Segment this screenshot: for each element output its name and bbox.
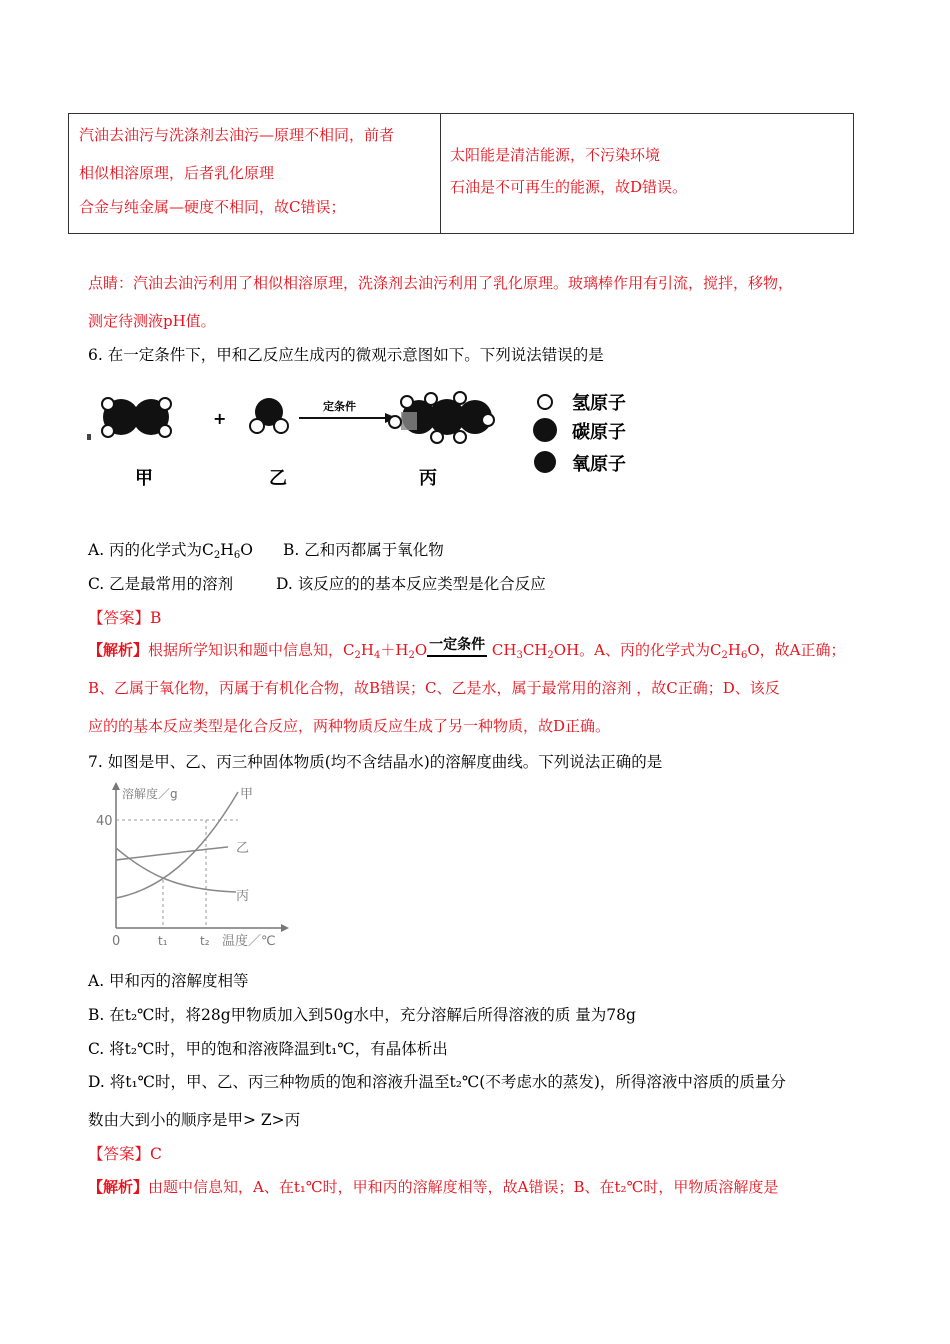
q7-option-a: A. 甲和丙的溶解度相等 xyxy=(88,972,249,990)
q6-analysis-line-3: 应的的基本反应类型是化合反应，两种物质反应生成了另一种物质，故D正确。 xyxy=(88,717,611,735)
q6-answer: 【答案】B xyxy=(88,609,162,627)
table-left-line-2: 相似相溶原理，后者乳化原理 xyxy=(79,164,275,182)
legend-oxygen: 氧原子 xyxy=(572,454,626,475)
x-tick-t1: t₁ xyxy=(158,934,168,948)
molecule-jia xyxy=(102,398,171,437)
q7-option-c: C. 将t₂℃时，甲的饱和溶液降温到t₁℃，有晶体析出 xyxy=(88,1040,448,1058)
label-yi: 乙 xyxy=(269,468,287,489)
series-label-yi: 乙 xyxy=(236,841,250,856)
y-axis-arrow-icon xyxy=(112,782,120,790)
table-right-line-2: 石油是不可再生的能源，故D错误。 xyxy=(450,178,688,196)
q6-stem: 6. 在一定条件下，甲和乙反应生成丙的微观示意图如下。下列说法错误的是 xyxy=(88,346,604,364)
series-label-jia: 甲 xyxy=(240,787,254,802)
solubility-chart xyxy=(88,780,303,955)
table-left-line-1: 汽油去油污与洗涤剂去油污—原理不相同，前者 xyxy=(79,126,395,144)
q6-option-a: A. 丙的化学式为$C_2H_6O$ xyxy=(88,541,253,561)
curve-jia xyxy=(116,792,238,898)
label-bing: 丙 xyxy=(419,468,437,489)
table-right-cell xyxy=(441,114,854,234)
table-left-cell xyxy=(69,114,441,234)
legend-hydrogen: 氢原子 xyxy=(572,393,626,414)
q6-analysis-line-2: B、乙属于氧化物，丙属于有机化合物，故B错误；C、乙是水，属于最常用的溶剂 ，故C正确；D、该反 xyxy=(88,679,780,697)
q6-analysis-line-1: 【解析】根据所学知识和题中信息知，$C_2H_4+H_2O$ 一定条件 $CH_3CH_2OH$。A、丙的化学式为$C_2H_6O$，故A正确； xyxy=(88,639,845,661)
q7-option-d-line-2: 数由大到小的顺序是甲> Z>丙 xyxy=(88,1111,301,1129)
label-jia: 甲 xyxy=(135,468,153,489)
y-axis-label: 溶解度／g xyxy=(122,787,178,801)
table-left-line-3: 合金与纯金属—硬度不相同，故C错误； xyxy=(79,198,346,216)
x-axis-arrow-icon xyxy=(281,924,289,932)
series-label-bing: 丙 xyxy=(236,889,250,904)
q6-option-d: D. 该反应的的基本反应类型是化合反应 xyxy=(276,575,546,593)
q6-option-b: B. 乙和丙都属于氧化物 xyxy=(283,541,444,559)
molecule-yi xyxy=(250,398,288,433)
tip-line-1: 点睛：汽油去油污利用了相似相溶原理，洗涤剂去油污利用了乳化原理。玻璃棒作用有引流，搅拌，移物， xyxy=(88,274,794,292)
molecule-bing xyxy=(389,392,494,443)
q6-option-c: C. 乙是最常用的溶剂 xyxy=(88,575,234,593)
analysis-condition: 一定条件 xyxy=(429,634,485,654)
q7-analysis-line-1: 【解析】由题中信息知，A、在t₁℃时，甲和丙的溶解度相等，故A错误；B、在t₂℃时，甲物质溶解度是 xyxy=(88,1178,779,1196)
curve-bing xyxy=(116,848,236,892)
reaction-diagram xyxy=(85,372,665,497)
tip-line-2: 测定待测液pH值。 xyxy=(88,312,216,330)
atom-legend xyxy=(533,392,626,475)
x-axis-label: 温度／℃ xyxy=(222,934,276,949)
q7-stem: 7. 如图是甲、乙、丙三种固体物质(均不含结晶水)的溶解度曲线。下列说法正确的是 xyxy=(88,753,663,771)
q7-answer: 【答案】C xyxy=(88,1145,162,1163)
q7-option-d-line-1: D. 将t₁℃时，甲、乙、丙三种物质的饱和溶液升温至t₂℃(不考虑水的蒸发)，所得溶液中溶质的质量分 xyxy=(88,1073,786,1091)
x-tick-t2: t₂ xyxy=(200,934,210,948)
origin-label: 0 xyxy=(112,934,121,949)
plus-sign: + xyxy=(213,409,227,428)
curve-yi xyxy=(116,847,228,860)
arrow-condition: 定条件 xyxy=(323,400,356,413)
table-right-line-1: 太阳能是清洁能源，不污染环境 xyxy=(450,146,661,164)
y-tick-40: 40 xyxy=(96,814,113,829)
legend-carbon: 碳原子 xyxy=(572,422,626,443)
summary-table xyxy=(68,113,854,234)
q7-option-b: B. 在t₂℃时，将28g甲物质加入到50g水中，充分溶解后所得溶液的质 量为78g xyxy=(88,1006,636,1024)
